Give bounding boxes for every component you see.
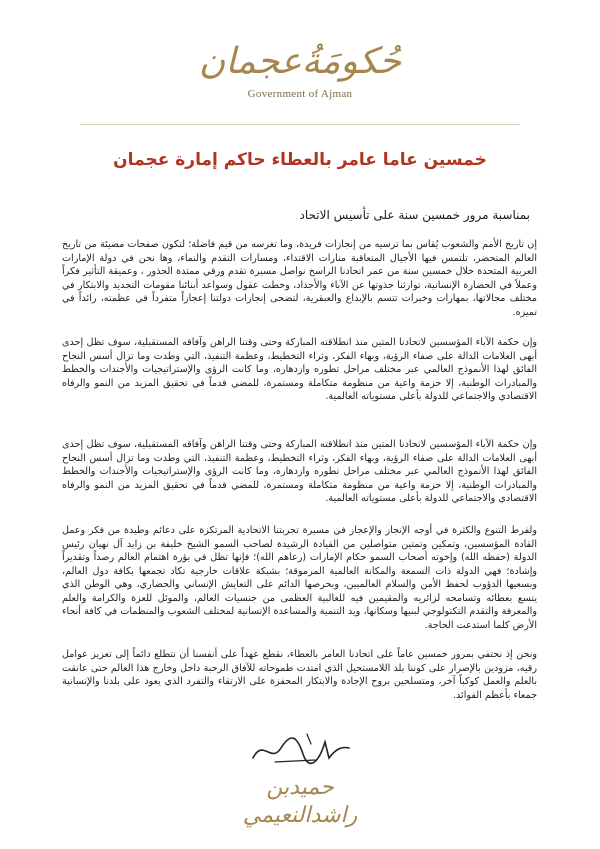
logo-english-caption: Government of Ajman [247,88,353,100]
letter-title: خمسين عاما عامر بالعطاء حاكم إمارة عجمان [113,150,487,170]
signature-block [210,728,390,830]
government-of-ajman-logo: حُكومَةُعجمان [198,41,402,82]
paragraph-2: وإن حكمة الآباء المؤسسين لاتحادنا المتين منذ انطلاقته المباركة وحتى وقتنا الراهن وآفاقه المستقبلية، سوف تظل إحدى أبهى العلامات الدالة على صفاء الرؤية، وبهاء الفكر، وثراء التخطيط، وعظمة التنفيذ، التي وطدت وما تزال أسس النجاح الفائق لهذا الأنموذج العالمي عبر مختلف مراحل تطوره وازدهاره، وما كانت الرؤى والإستراتيجيات والأجندات والخطط والمبادرات الوطنية، إلا حزمة واعية من منظومة متكاملة ومستمرة، للمضي قدماً في تحقيق المزيد من النمو والرفاه الاقتصادي والاجتماعي للدولة بأعلى مستوياته العالمية. [62,337,537,402]
paragraph-1: إن تاريخ الأمم والشعوب يُقاس بما ترسيه من إنجازات فريدة، وما تغرسه من قيم فاضلة؛ لتكون صفحات مضيئة من تاريخ العالم المتحضر، تلتمس فيها الأجيال المتعاقبة منارات الاقتداء، ومسارات التقدم والنماء، وها نحن في دولة الإمارات العربية المتحدة خلال خمسين سنة من عمر اتحادنا الراسخ نواصل مسيرة تقدم ورقي ممتدة الجذور ، وعميقة التأثير فكراً وعملاً في الحضارة الإنسانية، توارثنا جذوتها عن الآباء والأجداد، وخطت عقول وسواعد أبنائنا مقومات التجديد والابتكار في مختلف مجالاتها، بمهارات وخبرات تتسم بالإبداع والعبقرية، لتضحى إنجازات دولتنا إعجازاً متفرداً في عظمته، رائداً في تميزه. [62,239,537,318]
letterhead [0,40,600,100]
handwritten-signature-icon [245,728,355,770]
paragraph-5: ونحن إذ نحتفي بمرور خمسين عاماً على اتحادنا العامر بالعطاء، نقطع عهداً على أنفسنا أن نتطلع دائماً إلى تعزيز عوامل رقيه، مزودين بالإصرار على كوننا بلد اللامستحيل الذي امتدت طموحاته للآفاق الرحبة داخل وخارج هذا العالم حتى عانقت بالعلم والعمل كوكباً آخر، ومتسلحين بروح الإجادة والابتكار المحفزة على الارتقاء والتفرد الذي يعود على بلدنا والإنسانية جمعاء بأعظم الفوائد. [62,649,537,701]
paragraph-4: ولفرط التنوع والكثرة في أوجه الإنجاز والإعجاز في مسيرة تجربتنا الاتحادية المرتكزة على دعائم وطيدة من فكر وعمل القادة المؤسسين، وتمكين وتمتين متواصلين من القيادة الرشيدة لصاحب السمو الشيخ خليفة بن زايد آل نهيان رئيس الدولة (حفظه الله) وإخوته أصحاب السمو حكام الإمارات (رعاهم الله)؛ فإنها تظل في بؤرة اهتمام العالم رصداً وتقديراً وإشادة؛ فهي الدولة ذات السمعة والمكانة العالمية المرموقة؛ بشبكة علاقات خارجية تكاد تجمعها بكافة دول العالم، وبسعيها الدؤوب لحفظ الأمن والسلام العالميين، وبحرصها الدائم على التعايش الإنساني والحضاري، وهي الوطن الذي يتسع بعطائه وتسامحه لزائريه والمقيمين فيه للغالبية العظمى من جنسيات العالم، والموئل للعزة والكرامة والعلم والمعرفة والتقدم التكنولوجي لبنيها وسكانها، ويد التنمية والمساعدة الإنسانية لمختلف الشعوب والمنظمات في كافة أنحاء الأرض كلما استدعت الحاجة. [62,525,537,631]
letter-subtitle: بمناسبة مرور خمسين سنة على تأسيس الاتحاد [299,208,530,222]
header-divider [80,124,520,125]
signatory-name: حميدبن راشدالنعيمي [242,775,358,828]
paragraph-3: وإن حكمة الآباء المؤسسين لاتحادنا المتين منذ انطلاقته المباركة وحتى وقتنا الراهن وآفاقه المستقبلية، سوف تظل إحدى أبهى العلامات الدالة على صفاء الرؤية، وبهاء الفكر، وثراء التخطيط، وعظمة التنفيذ، التي وطدت وما تزال أسس النجاح الفائق لهذا الأنموذج العالمي عبر مختلف مراحل تطوره وازدهاره، وما كانت الرؤى والإستراتيجيات والأجندات والخطط والمبادرات الوطنية، إلا حزمة واعية من منظومة متكاملة ومستمرة، للمضي قدماً في تحقيق المزيد من النمو والرفاه الاقتصادي والاجتماعي للدولة بأعلى مستوياته العالمية. [62,439,537,504]
